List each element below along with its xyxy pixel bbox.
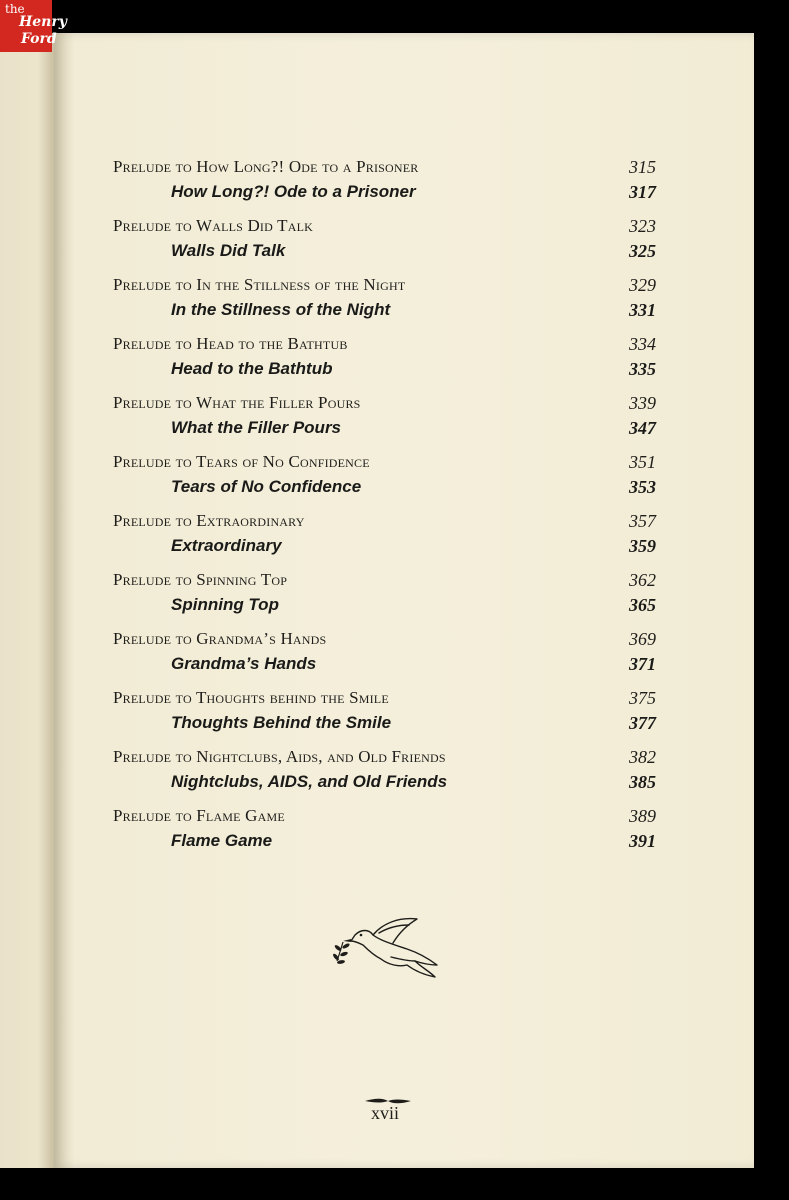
prelude-title: Prelude to Spinning Top <box>113 570 288 589</box>
prelude-page-number: 362 <box>629 570 656 590</box>
prelude-page-number: 369 <box>629 629 656 649</box>
prelude-title: Prelude to Nightclubs, Aids, and Old Friends <box>113 747 446 766</box>
prelude-page-number: 323 <box>629 216 656 236</box>
toc-entry <box>113 334 656 393</box>
logo-line-3: Ford <box>21 31 57 47</box>
toc-entry <box>113 688 656 747</box>
song-title: What the Filler Pours <box>171 418 342 437</box>
prelude-title: Prelude to Flame Game <box>113 806 285 825</box>
prelude-page-number: 375 <box>629 688 656 708</box>
prelude-page-number: 315 <box>629 157 656 177</box>
toc-entry <box>113 275 656 334</box>
prelude-title: Prelude to Extraordinary <box>113 511 305 530</box>
song-title: Thoughts Behind the Smile <box>171 713 392 732</box>
song-page-number: 335 <box>629 359 656 379</box>
song-page-number: 391 <box>629 831 656 851</box>
page-number: xvii <box>370 1103 399 1123</box>
toc-entry <box>113 452 656 511</box>
toc-entry <box>113 511 656 570</box>
song-page-number: 347 <box>629 418 656 438</box>
toc-entry <box>113 157 656 216</box>
song-page-number: 317 <box>629 182 656 202</box>
prelude-title: Prelude to Grandma’s Hands <box>113 629 327 648</box>
song-title: How Long?! Ode to a Prisoner <box>171 182 416 201</box>
song-title: Head to the Bathtub <box>171 359 333 378</box>
prelude-title: Prelude to In the Stillness of the Night <box>113 275 406 294</box>
prelude-page-number: 389 <box>629 806 656 826</box>
song-page-number: 365 <box>629 595 656 615</box>
song-page-number: 371 <box>629 654 656 674</box>
dove-olive-branch-icon <box>333 915 443 983</box>
table-of-contents <box>113 157 656 865</box>
prelude-title: Prelude to Tears of No Confidence <box>113 452 370 471</box>
toc-entry <box>113 629 656 688</box>
prelude-title: Prelude to Walls Did Talk <box>113 216 313 235</box>
toc-entry <box>113 570 656 629</box>
song-title: In the Stillness of the Night <box>171 300 391 319</box>
song-page-number: 385 <box>629 772 656 792</box>
song-page-number: 325 <box>629 241 656 261</box>
song-title: Nightclubs, AIDS, and Old Friends <box>171 772 448 791</box>
song-page-number: 331 <box>629 300 656 320</box>
song-title: Flame Game <box>171 831 273 850</box>
prelude-title: Prelude to How Long?! Ode to a Prisoner <box>113 157 419 176</box>
song-page-number: 359 <box>629 536 656 556</box>
prelude-title: Prelude to Thoughts behind the Smile <box>113 688 389 707</box>
prelude-title: Prelude to Head to the Bathtub <box>113 334 348 353</box>
song-title: Tears of No Confidence <box>171 477 362 496</box>
song-title: Spinning Top <box>171 595 279 614</box>
song-title: Grandma’s Hands <box>171 654 317 673</box>
song-page-number: 377 <box>629 713 656 733</box>
facing-page-edge <box>0 33 54 1168</box>
henry-ford-logo <box>0 0 67 52</box>
prelude-page-number: 339 <box>629 393 656 413</box>
prelude-page-number: 357 <box>629 511 656 531</box>
logo-line-2: Henry <box>19 14 67 30</box>
prelude-page-number: 334 <box>629 334 656 354</box>
prelude-page-number: 351 <box>629 452 656 472</box>
song-title: Walls Did Talk <box>171 241 286 260</box>
toc-entry <box>113 393 656 452</box>
toc-entry <box>113 806 656 865</box>
toc-entry <box>113 216 656 275</box>
song-page-number: 353 <box>629 477 656 497</box>
prelude-page-number: 382 <box>629 747 656 767</box>
song-title: Extraordinary <box>171 536 282 555</box>
prelude-page-number: 329 <box>629 275 656 295</box>
logo-line-1: the <box>5 2 25 16</box>
toc-entry <box>113 747 656 806</box>
prelude-title: Prelude to What the Filler Pours <box>113 393 361 412</box>
